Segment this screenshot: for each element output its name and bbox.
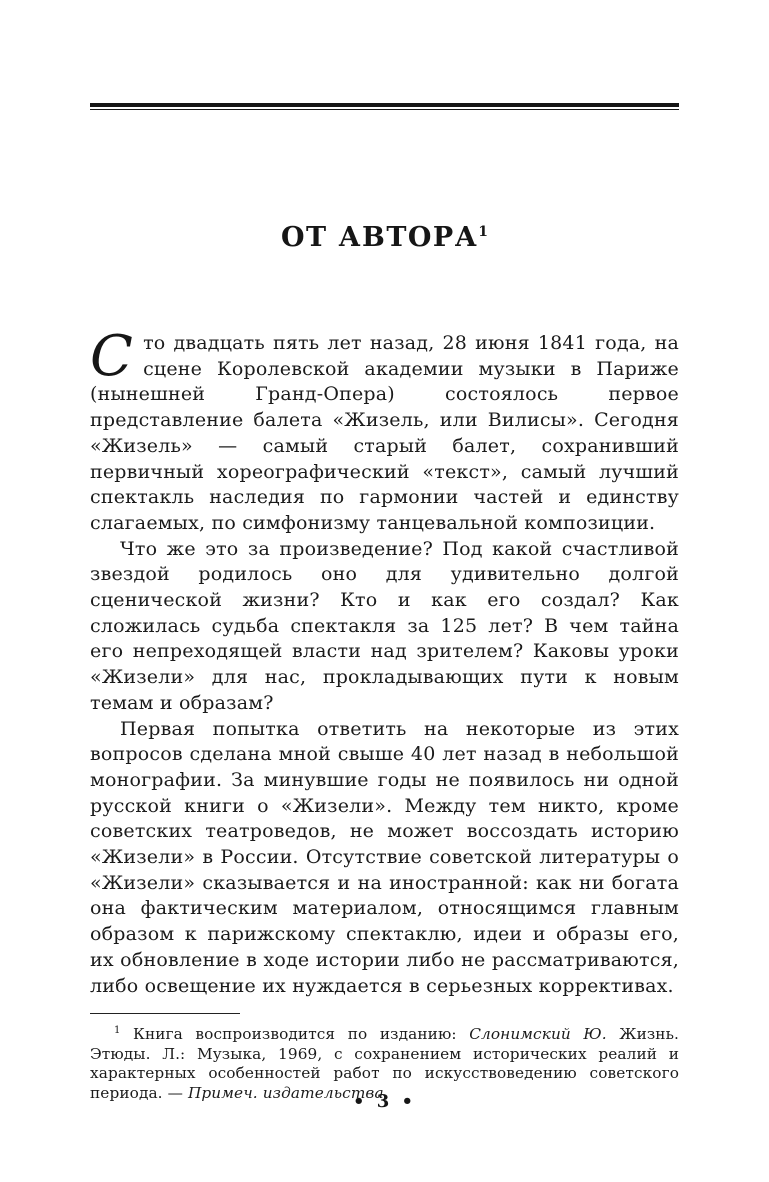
paragraph-1-text: то двадцать пять лет назад, 28 июня 1841 года, на сцене Королевской академии музыки в Париже (нынешней Гранд-Опера) состоялось первое представление балета «Жизель, или Вилисы». Сегодня «Жизель» — самый старый балет, сохранивший первичный хореографический «текст», самый лучший спектакль наследия по гармонии частей и единству слагаемых, по симфонизму танцевальной композиции. (90, 332, 679, 534)
footnote-separator (90, 1013, 240, 1014)
footnote-text-middle: Жизнь. Этюды. Л.: Музыка, 1969, с сохранением исторических реалий и характерных особенностей работ по искусствоведению советского периода. — (90, 1025, 679, 1102)
page-number: • 3 • (352, 1091, 417, 1112)
chapter-title (90, 222, 679, 253)
paragraph-2: Что же это за произведение? Под какой счастливой звездой родилось оно для удивительно долгой сценической жизни? Кто и как его создал? Как сложилась судьба спектакля за 125 лет? В чем тайна его непреходящей власти над зрителем? Каковы уроки «Жизели» для нас, прокладывающих пути к новым темам и образам? (90, 537, 679, 714)
footnote-text-before: Книга воспроизводится по изданию: (120, 1025, 470, 1044)
paragraph-1 (90, 324, 679, 537)
top-rule-thin-line (90, 109, 679, 110)
paragraph-3: Первая попытка ответить на некоторые из этих вопросов сделана мной свыше 40 лет назад в небольшой монографии. За минувшие годы не появилось ни одной русской книги о «Жизели». Между тем никто, кроме советских театроведов, не может воссоздать историю «Жизели» в России. Отсутствие советской литературы о «Жизели» сказывается и на иностранной: как ни богата она фактическим материалом, относящимся главным образом к парижскому спектаклю, идеи и образы его, их обновление в ходе истории либо не рассматриваются, либо освещение их нуждается в серьезных коррективах. (90, 717, 679, 997)
footnote-publisher-note: Примеч. издательства. (187, 1083, 389, 1102)
footnote-marker: 1 (114, 1025, 121, 1037)
drop-cap: С (90, 324, 134, 389)
top-rule (90, 103, 679, 110)
top-rule-thick-line (90, 103, 679, 107)
body-text (90, 324, 679, 999)
title-footnote-reference: 1 (478, 224, 488, 240)
chapter-title-text: ОТ АВТОРА (281, 222, 479, 253)
footnote-source-author: Слонимский Ю. (469, 1025, 607, 1044)
